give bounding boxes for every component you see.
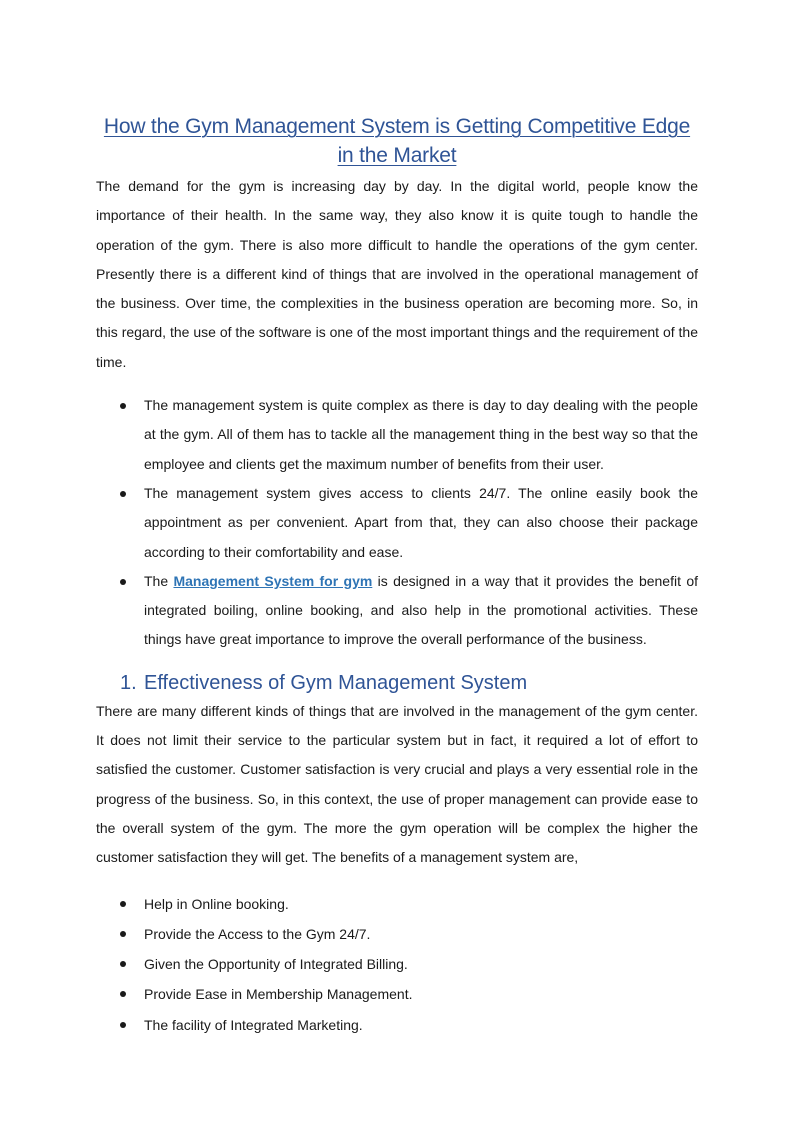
- management-system-link[interactable]: Management System for gym: [173, 572, 373, 589]
- list-item-text: The management system gives access to clients 24/7. The online easily book the appointment as per convenient. Apart from that, they can also choose their package according to their comfortability and ease.: [144, 484, 698, 560]
- bullet-icon: [120, 901, 126, 907]
- section-heading-text: Effectiveness of Gym Management System: [144, 671, 528, 694]
- bullet-icon: [120, 403, 126, 409]
- section-heading: [96, 669, 698, 697]
- list-item-text: The facility of Integrated Marketing.: [144, 1016, 363, 1033]
- intro-paragraph: The demand for the gym is increasing day by day. In the digital world, people know the importance of their health. In the same way, they also know it is quite tough to handle the operation of the gym. There is also more difficult to handle the operations of the gym center. Presently there is a different kind of things that are involved in the operational management of the business. Over time, the complexities in the business operation are becoming more. So, in this regard, the use of the software is one of the most important things and the requirement of the time.: [96, 178, 698, 370]
- bullet-icon: [120, 579, 126, 585]
- document-page: [96, 112, 698, 1040]
- bullet-icon: [120, 961, 126, 967]
- bullet-icon: [120, 931, 126, 937]
- section-number: 1.: [120, 671, 137, 694]
- list-item: [96, 889, 698, 919]
- list-item-text: Given the Opportunity of Integrated Billing.: [144, 956, 408, 973]
- list-item: [96, 479, 698, 567]
- list-item: [96, 949, 698, 979]
- bullet-icon: [120, 991, 126, 997]
- feature-bullet-list: [96, 391, 698, 655]
- document-title: How the Gym Management System is Getting Competitive Edge in the Market: [103, 115, 691, 167]
- list-item-text: Provide the Access to the Gym 24/7.: [144, 925, 371, 942]
- bullet-icon: [120, 1022, 126, 1028]
- bullet-icon: [120, 491, 126, 497]
- list-item: [96, 391, 698, 479]
- section-paragraph: There are many different kinds of things that are involved in the management of the gym center. It does not limit their service to the particular system but in fact, it required a lot of effort to satisfied the customer. Customer satisfaction is very crucial and plays a very essential role in the progress of the business. So, in this context, the use of proper management can provide ease to the overall system of the gym. The more the gym operation will be complex the higher the customer satisfaction they will get. The benefits of a management system are,: [96, 702, 698, 866]
- list-item-suffix: is designed in a way that it provides the benefit of integrated boiling, online booking, and also help in the promotional activities. These things have great importance to improve the overall performance of the business.: [144, 572, 698, 648]
- list-item-text: Provide Ease in Membership Management.: [144, 986, 413, 1003]
- list-item-prefix: The: [144, 572, 174, 589]
- list-item: [96, 1010, 698, 1040]
- list-item-text: The management system is quite complex as there is day to day dealing with the people at the gym. All of them has to tackle all the management thing in the best way so that the employee and clients get the maximum number of benefits from their user.: [144, 397, 698, 472]
- list-item-text: Help in Online booking.: [144, 895, 289, 912]
- list-item: [96, 919, 698, 949]
- list-item: [96, 979, 698, 1009]
- benefits-bullet-list: [96, 889, 698, 1040]
- list-item: [96, 567, 698, 655]
